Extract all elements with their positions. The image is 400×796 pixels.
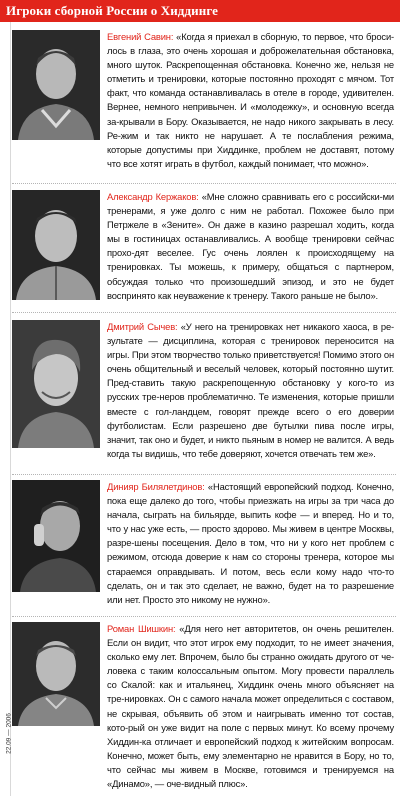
player-name: Роман Шишкин:: [107, 623, 176, 634]
player-name: Александр Кержаков:: [107, 191, 199, 202]
player-quote-block: [107, 30, 394, 171]
player-item: [12, 30, 396, 175]
side-label: 22.09 — 2006: [5, 713, 13, 754]
player-item: [12, 480, 396, 610]
player-quote: «Когда я приехал в сборную, то первое, что броси-лось в глаза, это очень хорошая и доброжелательная обстановка, много шуток. Раскрепощенная обстановка. Конечно же, нельзя не отметить и тренировки, которые постоянно проходят с мячом. Тот факт, что команда останавливалась в отеле в городе, удивителен. Вернее, немного непривычен. И «молодежку», и основную всегда за-крывали в Бору. Оказывается, не надо никого закрывать в лесу. Ре-жим и так никто не нарушает. А те послабления режима, которые допустимы при Хиддинке, проблем не доставят, потому что все хотят играть в футбол, каждый понимает, что можно».: [107, 31, 395, 169]
page-title: Игроки сборной России о Хиддинге: [6, 3, 219, 18]
player-quote: «Настоящий европейский подход. Конечно, пока еще далеко до того, чтобы приезжать на игры за три часа до начала, сыграть на бильярде, выпить кофе — и вперед. Но и то, что у нас уже есть, — просто здорово. Мы живем в центре Москвы, разре-шены посещения. Дело в том, что ни у кого нет проблем с режимом, отсюда доверие к нам со стороны тренера, которое мы стараемся оправдывать. И потом, весь если кому надо что-то сделать, он и так это сделает, не важно, будет на то разрешение или нет. Просто это никому не нужно».: [107, 481, 394, 605]
player-photo: [12, 622, 100, 726]
player-name: Дмитрий Сычев:: [107, 321, 178, 332]
player-portrait-icon: [12, 480, 100, 592]
divider: [12, 474, 396, 475]
player-portrait-icon: [12, 320, 100, 448]
player-photo: [12, 320, 100, 448]
side-strip: [0, 22, 11, 796]
divider: [12, 312, 396, 313]
player-name: Евгений Савин:: [107, 31, 174, 42]
divider: [12, 616, 396, 617]
player-quote-block: [107, 190, 394, 303]
player-portrait-icon: [12, 190, 100, 300]
player-quote-block: [107, 622, 394, 791]
player-quote: «Мне сложно сравнивать его с российски-ми тренерами, я уже долго с ним не работал. Похожее было при Петржеле в «Зените». Он даже в казино разрешал ходить, когда мы в гостиницах останавливались. А вообще тренировки сейчас прохо-дят веселее. Гус очень лоялен к происходящему на тренировках. Ты можешь, к примеру, общаться с партнером, обсуждая только что произошедший эпизод, и это не будет воспринято как неуважение к тренеру. Такого раньше не было».: [107, 191, 394, 301]
player-portrait-icon: [12, 30, 100, 140]
player-name: Динияр Билялетдинов:: [107, 481, 205, 492]
player-photo: [12, 480, 100, 592]
divider: [12, 183, 396, 184]
player-item: [12, 190, 396, 314]
player-portrait-icon: [12, 622, 100, 726]
player-item: [12, 320, 396, 470]
player-quote-block: [107, 320, 394, 461]
header-bar: [0, 0, 400, 22]
player-photo: [12, 190, 100, 300]
player-quote: «У него на тренировках нет никакого хаоса, в ре-зультате — дисциплина, которая с тренировок переносится на игры. При этом творчество только приветствуется! Помимо этого он очень общительный и веселый человек, который постоянно шутит. Пред-ставить такую раскрепощенную обстановку у кого-то из русских тре-неров проблематично. Те изменения, которые пришли вместе с гол-ландцем, говорят прежде всего о его доверии футболистам. Если разрешено две бутылки пива после игры, значит, так оно и будет, и никто пьяным в номер не валится. А ведь когда ты видишь, что тебе доверяют, хочется отвечать тем же».: [107, 321, 394, 459]
player-photo: [12, 30, 100, 140]
player-quote: «Для него нет авторитетов, он очень решителен. Если он видит, что этот игрок ему подходит, то не имеет значения, сколько ему лет. Впрочем, было бы странно ожидать другого от че-ловека с таким колоссальным опытом. Могу провести параллель со Скалой: как и итальянец, Хиддинк очень много объясняет на тре-нировках. Он с самого начала может определиться с составом, не скрывая, объявить об этом и наигрывать именно тот состав, кото-рый он уже видит на поле с первых минут. Ко всему прочему Хиддин-ка отличает и европейский подход к житейским вопросам. Конечно, может быть, ему элементарно не нравится в Бору, но то, что сейчас мы живем в Москве, готовимся и тренируемся на «Динамо», — оче-видный плюс».: [107, 623, 394, 790]
player-quote-block: [107, 480, 394, 607]
player-item: [12, 622, 396, 792]
